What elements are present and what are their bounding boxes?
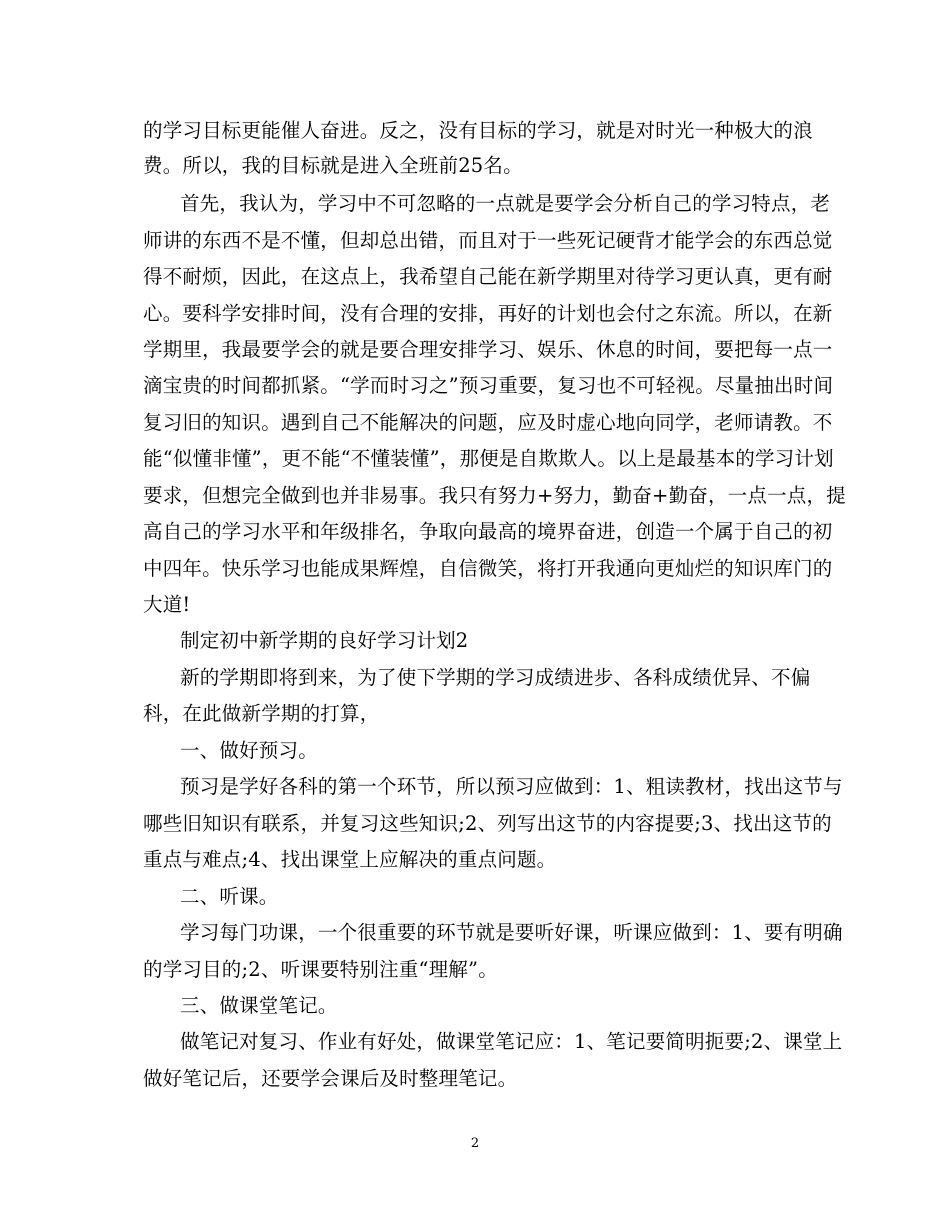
section-title: 制定初中新学期的良好学习计划2 [180, 629, 469, 652]
paragraph-line: 的学习目的;2、听课要特别注重“理解”。 [143, 958, 498, 981]
paragraph-line: 学期里，我最要学会的就是要合理安排学习、娱乐、休息的时间，要把每一点一 [143, 338, 833, 361]
paragraph-line: 滴宝贵的时间都抓紧。“学而时习之”预习重要，复习也不可轻视。尽量抽出时间 [143, 374, 834, 397]
paragraph-line: 要求，但想完全做到也并非易事。我只有努力+努力，勤奋+勤奋，一点一点，提 [143, 484, 846, 507]
paragraph-line: 重点与难点;4、找出课堂上应解决的重点问题。 [143, 848, 557, 871]
paragraph-line: 大道! [143, 593, 191, 616]
paragraph-line: 做笔记对复习、作业有好处，做课堂笔记应：1、笔记要简明扼要;2、课堂上 [180, 1030, 843, 1053]
paragraph-line: 的学习目标更能催人奋进。反之，没有目标的学习，就是对时光一种极大的浪 [143, 119, 813, 142]
subheading: 一、做好预习。 [180, 739, 318, 762]
paragraph-line: 新的学期即将到来，为了使下学期的学习成绩进步、各科成绩优异、不偏 [180, 666, 811, 689]
paragraph-line: 能“似懂非懂”，更不能“不懂装懂”，那便是自欺欺人。以上是最基本的学习计划 [143, 447, 834, 470]
paragraph-line: 学习每门功课，一个很重要的环节就是要听好课，听课应做到：1、要有明确 [180, 921, 843, 944]
paragraph-line: 高自己的学习水平和年级排名，争取向最高的境界奋进，创造一个属于自己的初 [143, 520, 833, 543]
paragraph-line: 科，在此做新学期的打算， [143, 702, 380, 725]
paragraph-line: 复习旧的知识。遇到自己不能解决的问题，应及时虚心地向同学，老师请教。不 [143, 411, 833, 434]
paragraph-line: 费。所以，我的目标就是进入全班前25名。 [143, 154, 523, 177]
paragraph-line: 得不耐烦，因此，在这点上，我希望自己能在新学期里对待学习更认真，更有耐 [143, 265, 833, 288]
subheading: 二、听课。 [180, 885, 279, 908]
paragraph-line: 师讲的东西不是不懂，但却总出错，而且对于一些死记硬背才能学会的东西总觉 [143, 229, 833, 252]
paragraph-line: 预习是学好各科的第一个环节，所以预习应做到：1、粗读教材，找出这节与 [180, 775, 843, 798]
paragraph-line: 心。要科学安排时间，没有合理的安排，再好的计划也会付之东流。所以，在新 [143, 302, 833, 325]
paragraph-line: 做好笔记后，还要学会课后及时整理笔记。 [143, 1067, 518, 1090]
paragraph-line: 中四年。快乐学习也能成果辉煌，自信微笑，将打开我通向更灿烂的知识库门的 [143, 557, 833, 580]
page-number: 2 [470, 1136, 480, 1151]
subheading: 三、做课堂笔记。 [180, 994, 338, 1017]
paragraph-line: 首先，我认为，学习中不可忽略的一点就是要学会分析自己的学习特点，老 [180, 192, 831, 215]
paragraph-line: 哪些旧知识有联系，并复习这些知识;2、列写出这节的内容提要;3、找出这节的 [143, 812, 832, 835]
